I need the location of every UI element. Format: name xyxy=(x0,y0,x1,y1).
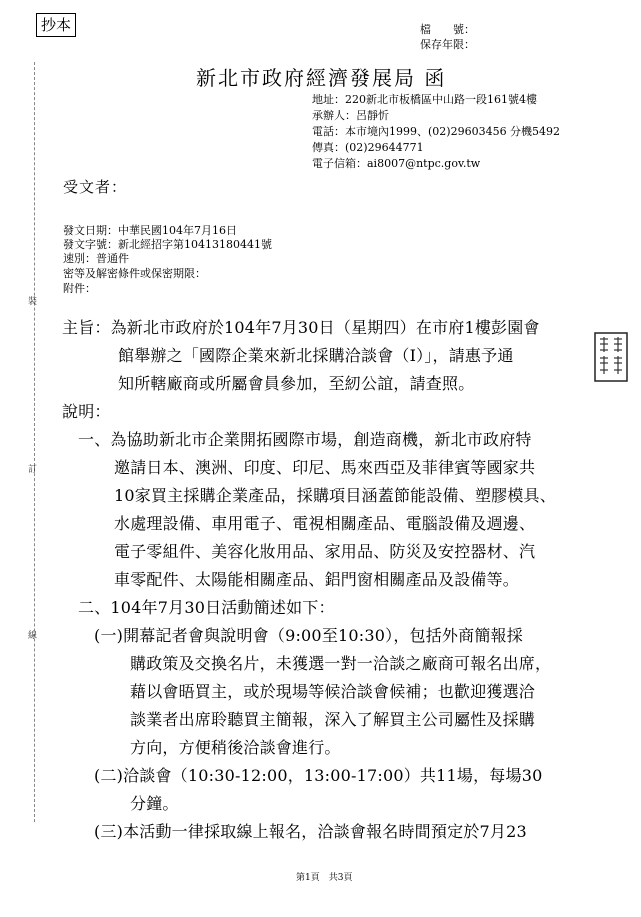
item-1-line-4: 水處理設備、車用電子、電視相關產品、電腦設備及週邊、 xyxy=(114,514,536,533)
item-1-line-2: 邀請日本、澳洲、印度、印尼、馬來西亞及菲律賓等國家共 xyxy=(114,458,536,477)
contact-fax: 傳真：(02)29644771 xyxy=(312,141,424,154)
copy-stamp: 抄本 xyxy=(36,13,76,37)
explanation-heading: 說明： xyxy=(62,402,111,421)
official-seal xyxy=(594,332,628,382)
item-1-line-3: 10家買主採購企業產品，採購項目涵蓋節能設備、塑膠模具、 xyxy=(114,486,556,505)
subitem-2-line-1: (二)洽談會（10:30-12:00，13:00-17:00）共11場，每場30 xyxy=(94,766,543,785)
subject-line-3: 知所轄廠商或所屬會員參加，至紉公誼，請查照。 xyxy=(118,374,475,393)
retention-period-label: 保存年限： xyxy=(420,38,475,51)
contact-phone: 電話：本市境內1999、(02)29603456 分機5492 xyxy=(312,125,561,138)
subitem-1-line-1: (一)開幕記者會與說明會（9:00至10:30），包括外商簡報採 xyxy=(94,626,523,645)
binding-mark-3: 線 xyxy=(28,631,38,641)
file-number-label: 檔 號： xyxy=(420,23,475,36)
item-1-line-1: 一、為協助新北市企業開拓國際市場，創造商機，新北市政府特 xyxy=(78,430,532,449)
recipient-label: 受文者： xyxy=(63,178,128,196)
contact-officer: 承辦人：呂靜忻 xyxy=(312,109,389,122)
attachment-label: 附件： xyxy=(63,282,96,295)
subitem-1-line-5: 方向，方便稍後洽談會進行。 xyxy=(130,738,341,757)
subitem-1-line-2: 購政策及交換名片，未獲選一對一洽談之廠商可報名出席， xyxy=(130,654,552,673)
issue-date: 發文日期：中華民國104年7月16日 xyxy=(63,224,237,237)
security-level: 密等及解密條件或保密期限： xyxy=(63,267,206,280)
item-1-line-5: 電子零組件、美容化妝用品、家用品、防災及安控器材、汽 xyxy=(114,542,536,561)
item-2-heading: 二、104年7月30日活動簡述如下： xyxy=(78,598,335,617)
document-title: 新北市政府經濟發展局 函 xyxy=(196,66,447,90)
binding-mark-1: 裝 xyxy=(28,297,38,307)
delivery-speed: 速別：普通件 xyxy=(63,252,129,265)
issue-number: 發文字號：新北經招字第10413180441號 xyxy=(63,238,272,251)
contact-email: 電子信箱：ai8007@ntpc.gov.tw xyxy=(312,157,481,170)
subitem-3-line-1: (三)本活動一律採取線上報名，洽談會報名時間預定於7月23 xyxy=(94,822,527,841)
item-1-line-6: 車零配件、太陽能相關產品、鋁門窗相關產品及設備等。 xyxy=(114,570,520,589)
page-footer: 第1頁 共3頁 xyxy=(296,873,353,883)
contact-address: 地址：220新北市板橋區中山路一段161號4樓 xyxy=(312,93,537,106)
binding-mark-2: 訂 xyxy=(28,465,38,475)
subject-line-1: 主旨：為新北市政府於104年7月30日（星期四）在市府1樓彭園會 xyxy=(62,318,540,337)
subject-line-2: 館舉辦之「國際企業來新北採購洽談會（I）」，請惠予通 xyxy=(118,346,514,365)
subitem-2-line-2: 分鐘。 xyxy=(130,794,179,813)
binding-line xyxy=(34,62,35,822)
subitem-1-line-4: 談業者出席聆聽買主簡報，深入了解買主公司屬性及採購 xyxy=(130,710,536,729)
subitem-1-line-3: 藉以會晤買主，或於現場等候洽談會候補；也歡迎獲選洽 xyxy=(130,682,536,701)
